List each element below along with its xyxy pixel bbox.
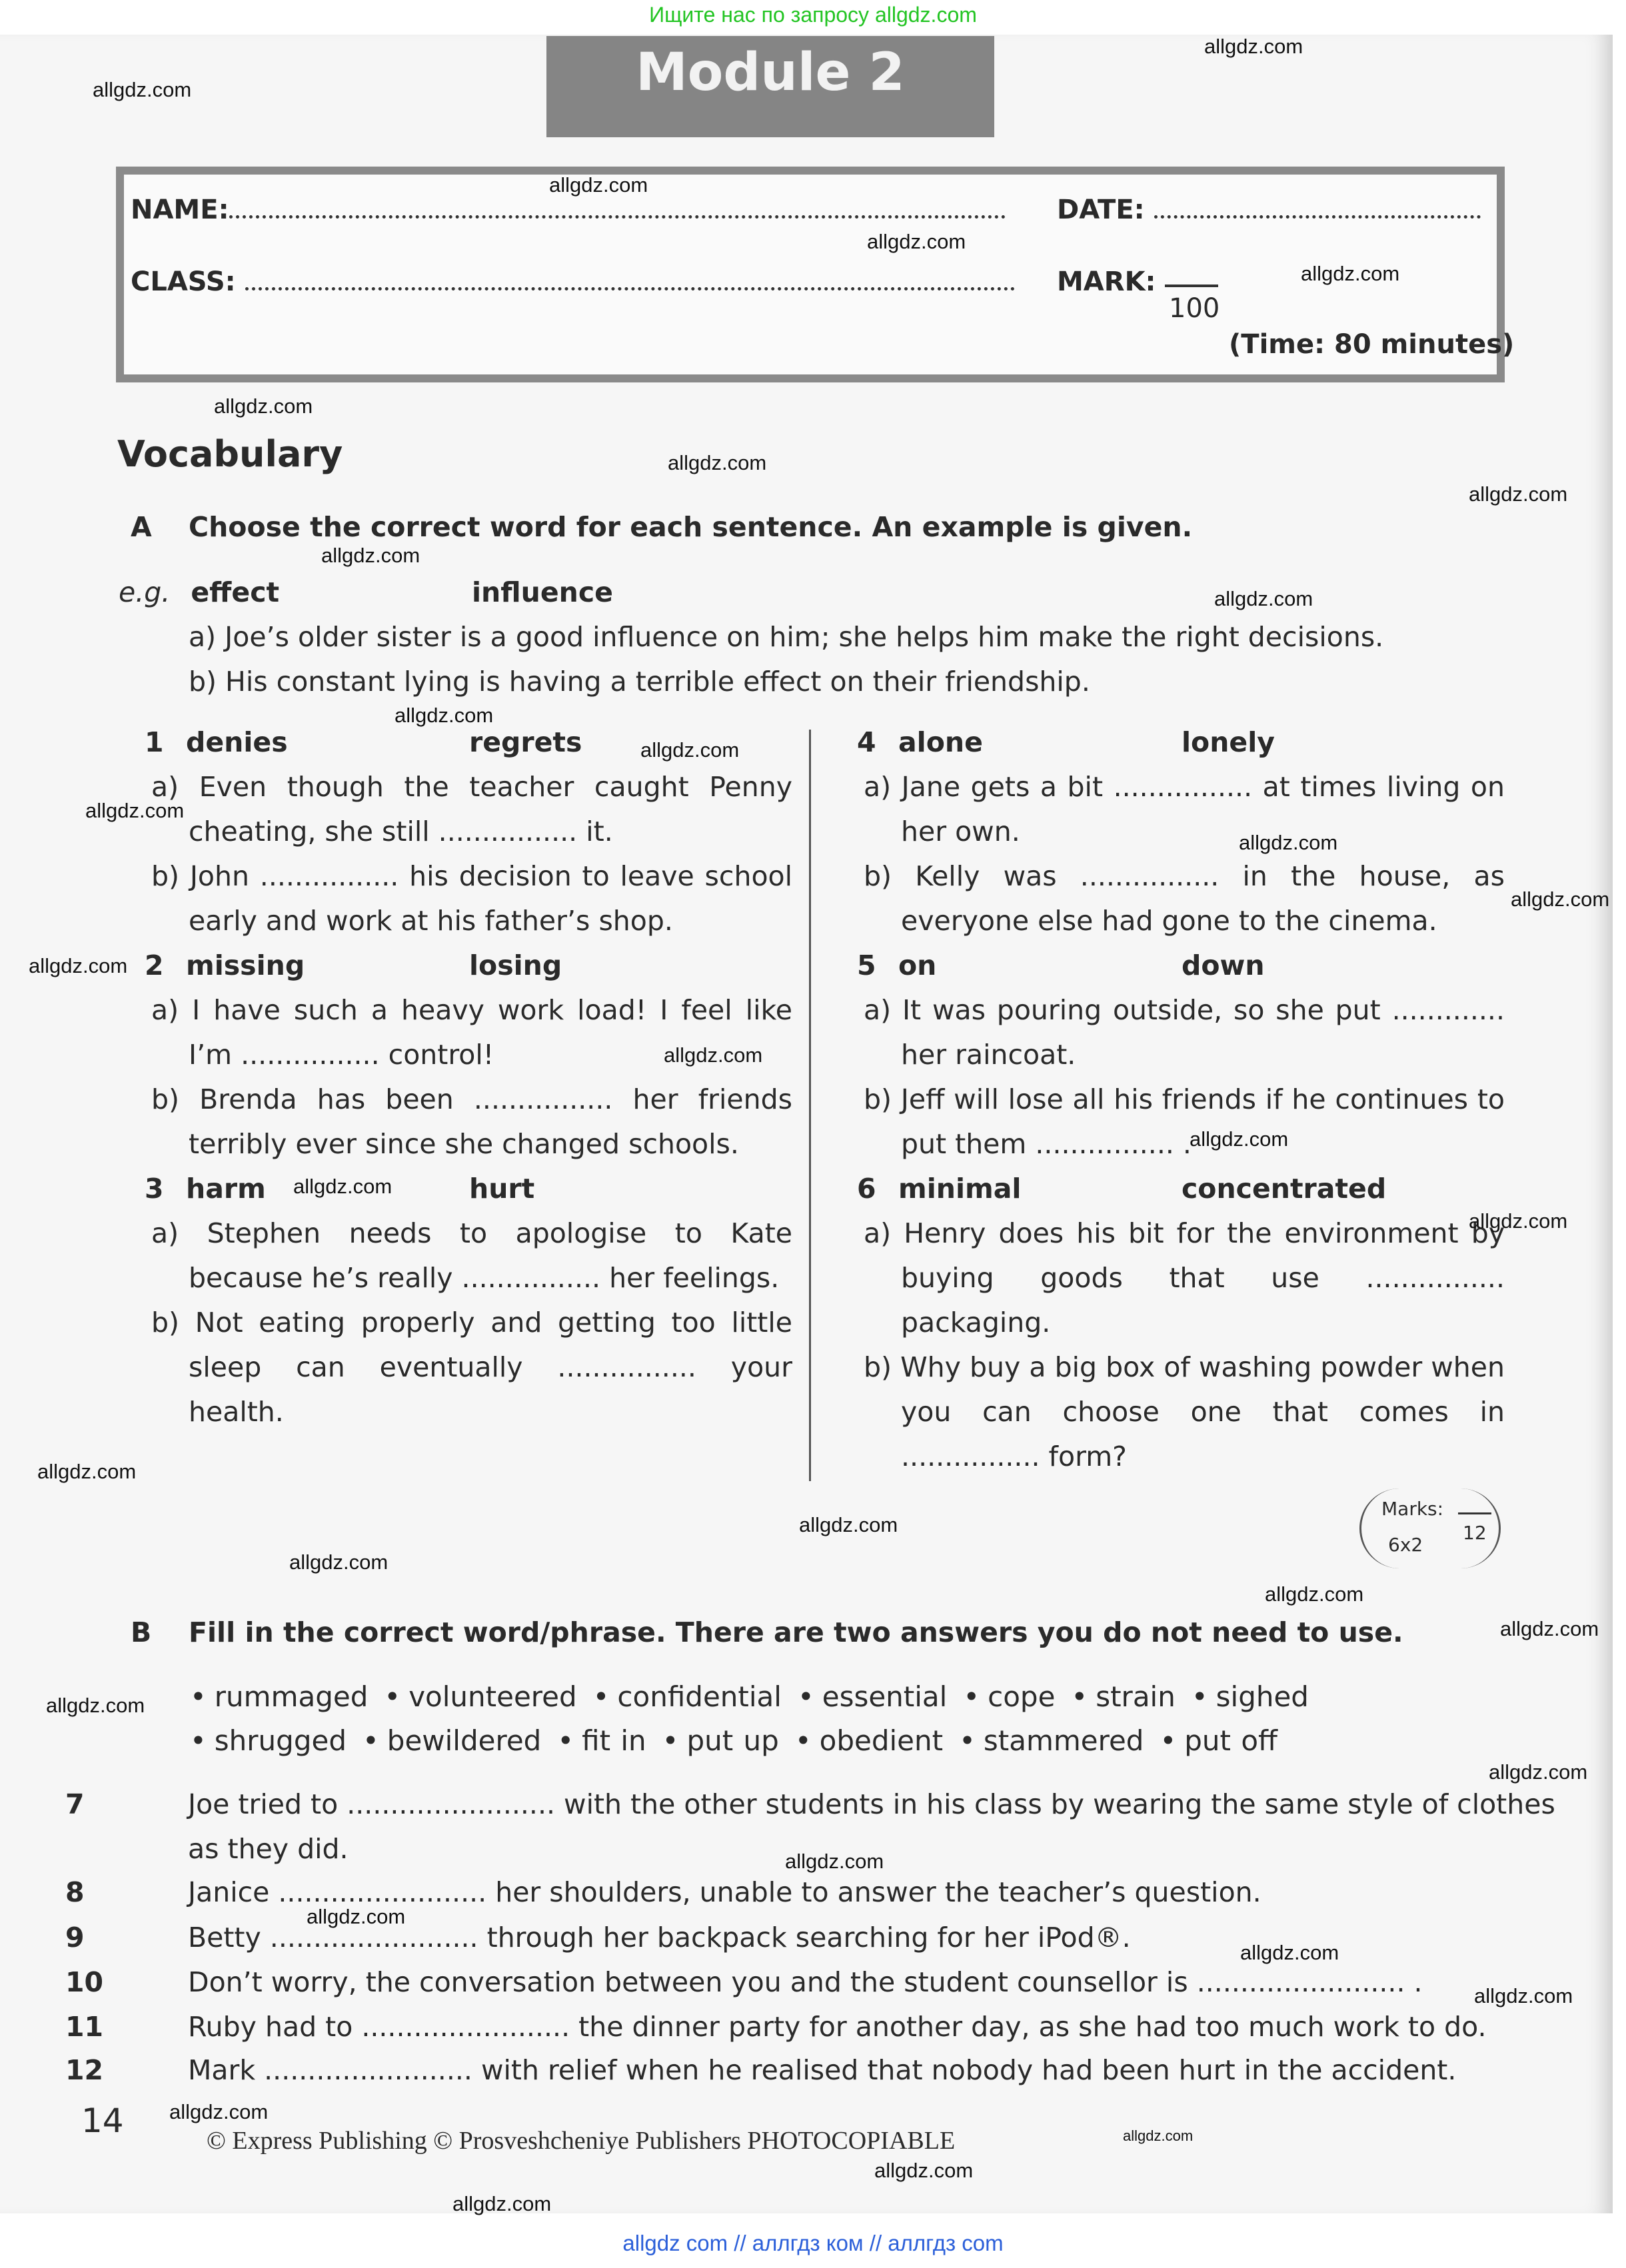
watermark: allgdz.com <box>307 1905 406 1928</box>
question-text[interactable]: Janice ........................ her shoulders, unable to answer the teacher’s question. <box>188 1876 1261 1908</box>
item-sentence-b: b) Not eating properly and getting too little sleep can eventually ................ your health. <box>151 1307 792 1428</box>
item-word-1: missing <box>186 949 305 981</box>
question-number: 8 <box>65 1876 85 1908</box>
watermark: allgdz.com <box>1123 2127 1194 2144</box>
watermark: allgdz.com <box>214 394 313 418</box>
right-column <box>857 720 1505 1479</box>
watermark: allgdz.com <box>785 1850 884 1873</box>
bullet-icon: • <box>1191 1680 1208 1713</box>
word-bank-item <box>1160 1724 1277 1757</box>
item-number: 4 <box>857 726 876 758</box>
watermark: allgdz.com <box>640 738 740 762</box>
watermark: allgdz.com <box>1511 887 1610 911</box>
item-header <box>857 720 1505 765</box>
copyright: © Express Publishing © Prosveshcheniye Publishers PHOTOCOPIABLE <box>207 2127 956 2155</box>
word-bank-word: sighed <box>1216 1680 1309 1713</box>
question-number: 12 <box>65 2054 104 2086</box>
example-label: e.g. <box>119 576 171 608</box>
word-bank-item <box>190 1680 368 1713</box>
watermark: allgdz.com <box>1265 1582 1364 1606</box>
item-sentence-b: b) Brenda has been ................ her friends terribly ever since she changed schools. <box>151 1083 792 1160</box>
word-bank-item <box>1071 1680 1175 1713</box>
mark-label: MARK: <box>1057 267 1156 297</box>
bullet-icon: • <box>592 1680 610 1713</box>
bullet-icon: • <box>662 1724 679 1757</box>
search-hint: Ищите нас по запросу allgdz.com <box>649 3 977 27</box>
word-bank-item <box>798 1680 947 1713</box>
item-header <box>145 943 792 988</box>
item-word-2: down <box>1182 949 1265 981</box>
watermark: allgdz.com <box>867 230 966 253</box>
item-word-2: losing <box>469 949 562 981</box>
word-bank-word: confidential <box>617 1680 782 1713</box>
watermark: allgdz.com <box>293 1175 393 1198</box>
section-title: Vocabulary <box>117 433 343 475</box>
watermark: allgdz.com <box>874 2159 974 2182</box>
word-bank-word: fit in <box>582 1724 646 1757</box>
item-sentence-a: a) Stephen needs to apologise to Kate because he’s really ................ her feelings. <box>151 1217 792 1294</box>
mark-total: 100 <box>1169 293 1220 324</box>
item-sentence-a: a) Henry does his bit for the environment by buying goods that use ................ packaging. <box>864 1217 1505 1339</box>
item-word-2: concentrated <box>1182 1173 1387 1205</box>
word-bank-item <box>363 1724 541 1757</box>
watermark: allgdz.com <box>1204 35 1303 58</box>
question-text[interactable]: Don’t worry, the conversation between you and the student counsellor is ........................ . <box>188 1966 1423 1998</box>
question <box>65 2048 1567 2093</box>
word-bank-item <box>557 1724 646 1757</box>
word-bank-item <box>959 1724 1144 1757</box>
bullet-icon: • <box>959 1724 976 1757</box>
watermark: allgdz.com <box>1489 1760 1588 1784</box>
watermark: allgdz.com <box>29 954 128 977</box>
item-number: 5 <box>857 949 876 981</box>
watermark: allgdz.com <box>37 1460 137 1483</box>
watermark: allgdz.com <box>395 704 494 727</box>
question <box>65 1960 1567 2005</box>
bullet-icon: • <box>557 1724 574 1757</box>
item-word-1: alone <box>898 726 983 758</box>
part-a-instruction: Choose the correct word for each sentence. An example is given. <box>189 511 1193 543</box>
bullet-icon: • <box>963 1680 980 1713</box>
word-bank-row-1 <box>190 1680 1325 1713</box>
question-text[interactable]: Mark ........................ with relief when he realised that nobody had been hurt in the accident. <box>188 2054 1457 2086</box>
left-column <box>145 720 792 1434</box>
item-sentence-a: a) I have such a heavy work load! I feel like I’m ................ control! <box>151 994 792 1071</box>
watermark: allgdz.com <box>46 1694 145 1717</box>
item-sentence-a: a) It was pouring outside, so she put ............. her raincoat. <box>864 994 1505 1071</box>
watermark: allgdz.com <box>1239 831 1338 854</box>
word-bank-word: put off <box>1184 1724 1277 1757</box>
word-bank-word: shrugged <box>214 1724 347 1757</box>
watermark: allgdz.com <box>321 544 420 567</box>
example-word-1: effect <box>191 576 280 608</box>
item-word-2: lonely <box>1182 726 1275 758</box>
example-b: b) His constant lying is having a terrible effect on their friendship. <box>189 666 1090 698</box>
page-number: 14 <box>81 2101 124 2140</box>
footer-links[interactable]: allgdz com // аллгдз ком // аллгдз com <box>622 2231 1004 2255</box>
word-bank-item <box>1192 1680 1309 1713</box>
watermark: allgdz.com <box>1469 1209 1568 1233</box>
watermark: allgdz.com <box>1500 1617 1599 1640</box>
word-bank-word: put up <box>686 1724 779 1757</box>
marks-calc: 6x2 <box>1388 1534 1423 1556</box>
item-number: 6 <box>857 1173 876 1205</box>
question-text[interactable]: Joe tried to ........................ with the other students in his class by wearing the same style of clothes as they did. <box>188 1788 1555 1865</box>
watermark: allgdz.com <box>668 451 767 474</box>
item-sentence-b: b) Why buy a big box of washing powder when you can choose one that comes in ................ form? <box>864 1351 1505 1472</box>
watermark: allgdz.com <box>1301 262 1400 285</box>
question-text[interactable]: Ruby had to ........................ the dinner party for another day, as she had too much work to do. <box>188 2011 1487 2043</box>
word-bank-item <box>963 1680 1055 1713</box>
class-field[interactable] <box>131 267 1015 297</box>
question-number: 10 <box>65 1966 104 1998</box>
item-word-2: hurt <box>469 1173 535 1205</box>
item-word-1: on <box>898 949 937 981</box>
date-field[interactable] <box>1057 195 1481 225</box>
mark-fraction-line <box>1165 284 1218 287</box>
module-title: Module 2 <box>546 36 994 137</box>
date-label: DATE: <box>1057 195 1145 225</box>
question-number: 11 <box>65 2011 104 2043</box>
part-a-letter: A <box>131 511 152 543</box>
example-word-2: influence <box>472 576 613 608</box>
student-info-box <box>116 167 1515 382</box>
word-bank-word: cope <box>988 1680 1056 1713</box>
watermark: allgdz.com <box>549 173 648 197</box>
question-number: 9 <box>65 1922 85 1954</box>
time-limit: (Time: 80 minutes) <box>1229 329 1515 360</box>
item-word-1: minimal <box>898 1173 1022 1205</box>
watermark: allgdz.com <box>1474 1984 1573 2007</box>
watermark: allgdz.com <box>1214 587 1313 610</box>
watermark: allgdz.com <box>289 1550 389 1574</box>
name-label: NAME: <box>131 195 229 225</box>
watermark: allgdz.com <box>93 78 192 101</box>
item-sentence-b: b) John ................ his decision to leave school early and work at his father’s shop. <box>151 860 792 937</box>
marks-label: Marks: <box>1381 1498 1444 1520</box>
watermark: allgdz.com <box>452 2192 552 2215</box>
watermark: allgdz.com <box>799 1513 898 1536</box>
item-header <box>857 943 1505 988</box>
word-bank-word: strain <box>1096 1680 1176 1713</box>
word-bank-word: bewildered <box>387 1724 542 1757</box>
bullet-icon: • <box>363 1724 379 1757</box>
bullet-icon: • <box>797 1680 814 1713</box>
part-b-letter: B <box>131 1616 152 1648</box>
question <box>65 2005 1567 2049</box>
item-sentence-a: a) Even though the teacher caught Penny cheating, she still ................ it. <box>151 771 792 848</box>
example-a: a) Joe’s older sister is a good influence on him; she helps him make the right decisions. <box>189 621 1384 653</box>
watermark: allgdz.com <box>1469 482 1568 506</box>
item-number: 1 <box>145 726 164 758</box>
bullet-icon: • <box>1160 1724 1177 1757</box>
question-text[interactable]: Betty ........................ through her backpack searching for her iPod®. <box>188 1922 1131 1954</box>
item-sentence-b: b) Kelly was ................ in the house, as everyone else had gone to the cinema. <box>864 860 1505 937</box>
word-bank-word: rummaged <box>214 1680 369 1713</box>
bullet-icon: • <box>384 1680 401 1713</box>
bullet-icon: • <box>1071 1680 1088 1713</box>
class-label: CLASS: <box>131 267 236 297</box>
item-number: 3 <box>145 1173 164 1205</box>
watermark: allgdz.com <box>169 2100 269 2123</box>
name-field[interactable] <box>131 195 1006 225</box>
item-header <box>145 1167 792 1211</box>
word-bank-item <box>190 1724 347 1757</box>
bullet-icon: • <box>190 1680 207 1713</box>
part-b-instruction: Fill in the correct word/phrase. There are two answers you do not need to use. <box>189 1616 1403 1648</box>
column-divider <box>809 730 811 1481</box>
word-bank-word: obedient <box>819 1724 944 1757</box>
item-word-2: regrets <box>469 726 582 758</box>
item-header <box>857 1167 1505 1211</box>
word-bank-word: volunteered <box>408 1680 577 1713</box>
word-bank-item <box>384 1680 576 1713</box>
watermark: allgdz.com <box>1240 1941 1339 1964</box>
marks-total: 12 <box>1463 1522 1487 1544</box>
item-word-1: harm <box>186 1173 266 1205</box>
word-bank-item <box>593 1680 782 1713</box>
word-bank-row-2 <box>190 1724 1293 1757</box>
word-bank-word: stammered <box>983 1724 1144 1757</box>
bullet-icon: • <box>794 1724 812 1757</box>
example-header <box>119 570 613 615</box>
item-sentence-a: a) Jane gets a bit ................ at times living on her own. <box>864 771 1505 848</box>
word-bank-word: essential <box>822 1680 948 1713</box>
watermark: allgdz.com <box>85 799 185 822</box>
bullet-icon: • <box>190 1724 207 1757</box>
item-sentence-b: b) Jeff will lose all his friends if he continues to put them ................ . <box>864 1083 1505 1160</box>
marks-box <box>1359 1488 1501 1568</box>
watermark: allgdz.com <box>664 1043 763 1067</box>
item-word-1: denies <box>186 726 288 758</box>
question-number: 7 <box>65 1788 85 1820</box>
watermark: allgdz.com <box>1190 1127 1289 1151</box>
item-number: 2 <box>145 949 164 981</box>
word-bank-item <box>662 1724 779 1757</box>
word-bank-item <box>795 1724 943 1757</box>
